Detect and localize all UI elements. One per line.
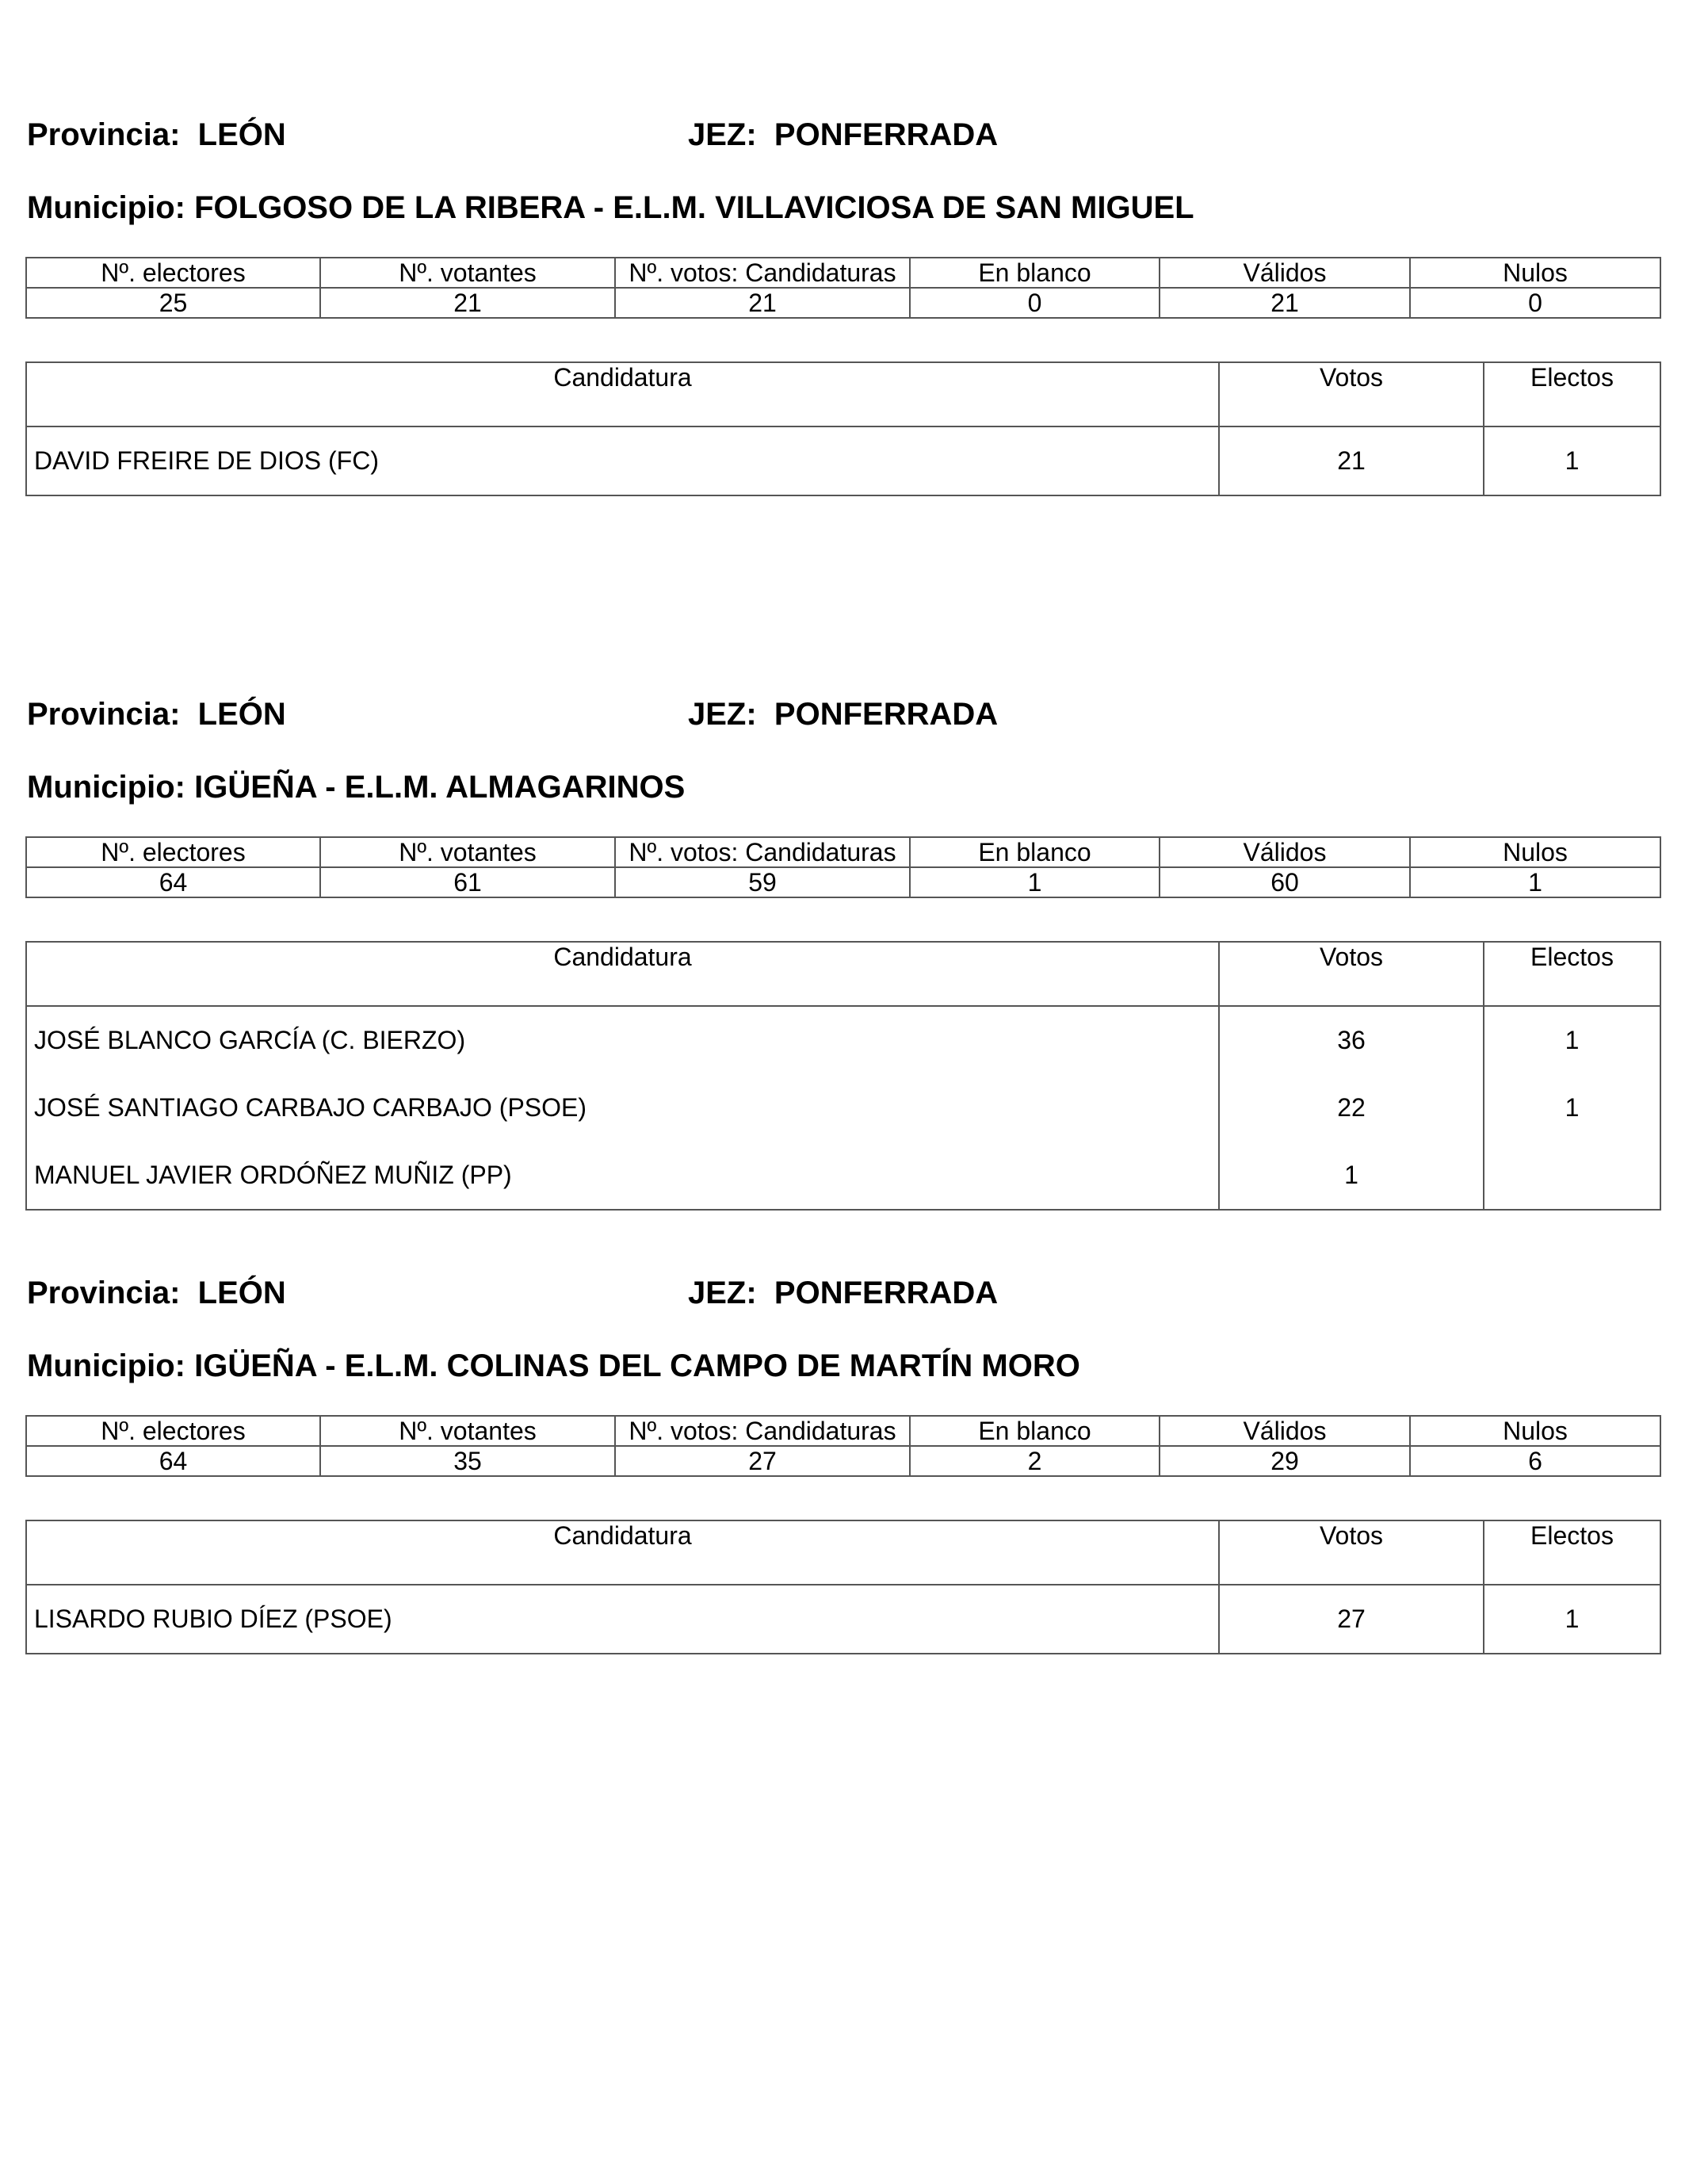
provincia-value: LEÓN xyxy=(197,117,286,152)
electos-header: Electos xyxy=(1484,362,1660,426)
votos-header: Votos xyxy=(1219,1520,1484,1585)
stats-value: 27 xyxy=(615,1446,910,1476)
provincia-label: Provincia: xyxy=(27,1276,181,1310)
candidate-electos: 1 xyxy=(1484,1074,1660,1142)
provincia-line xyxy=(27,697,286,732)
votos-header: Votos xyxy=(1219,942,1484,1006)
candidates-header-row xyxy=(26,362,1660,426)
municipio-line xyxy=(27,190,1194,226)
stats-table xyxy=(25,836,1661,898)
provincia-line xyxy=(27,117,286,153)
provincia-value: LEÓN xyxy=(197,697,286,732)
jez-value: PONFERRADA xyxy=(774,697,999,732)
municipio-line xyxy=(27,1348,1080,1384)
stats-value: 6 xyxy=(1410,1446,1660,1476)
stats-header: Nº. electores xyxy=(26,1416,320,1446)
stats-header: Nulos xyxy=(1410,837,1660,867)
jez-value: PONFERRADA xyxy=(774,117,999,152)
stats-header-row xyxy=(26,258,1660,288)
candidate-votos: 27 xyxy=(1219,1585,1484,1654)
stats-header: Válidos xyxy=(1160,837,1410,867)
provincia-label: Provincia: xyxy=(27,117,181,152)
jez-label: JEZ: xyxy=(688,117,757,152)
stats-header: Nº. votos: Candidaturas xyxy=(615,1416,910,1446)
stats-header: Válidos xyxy=(1160,1416,1410,1446)
municipio-section-3 xyxy=(25,1269,1660,1633)
stats-table xyxy=(25,257,1661,319)
stats-header: Nulos xyxy=(1410,258,1660,288)
stats-header: Nº. electores xyxy=(26,837,320,867)
stats-value: 25 xyxy=(26,288,320,318)
electos-header: Electos xyxy=(1484,942,1660,1006)
table-row xyxy=(26,426,1660,495)
stats-value-row xyxy=(26,288,1660,318)
stats-header: Nº. votos: Candidaturas xyxy=(615,837,910,867)
stats-value: 2 xyxy=(910,1446,1160,1476)
stats-value: 59 xyxy=(615,867,910,897)
stats-value-row xyxy=(26,1446,1660,1476)
stats-value: 0 xyxy=(1410,288,1660,318)
table-row xyxy=(26,1074,1660,1142)
candidate-name: JOSÉ SANTIAGO CARBAJO CARBAJO (PSOE) xyxy=(26,1074,1219,1142)
stats-value: 21 xyxy=(615,288,910,318)
stats-value: 60 xyxy=(1160,867,1410,897)
candidate-votos: 36 xyxy=(1219,1006,1484,1074)
stats-value: 35 xyxy=(320,1446,615,1476)
stats-header: En blanco xyxy=(910,837,1160,867)
candidate-name: DAVID FREIRE DE DIOS (FC) xyxy=(26,426,1219,495)
candidates-table xyxy=(25,941,1661,1211)
candidate-electos xyxy=(1484,1142,1660,1210)
stats-header: Nº. votantes xyxy=(320,258,615,288)
table-row xyxy=(26,1006,1660,1074)
municipio-label: Municipio: xyxy=(27,1348,185,1383)
stats-value: 1 xyxy=(910,867,1160,897)
jez-line xyxy=(688,117,998,153)
municipio-value: IGÜEÑA - E.L.M. COLINAS DEL CAMPO DE MARTÍN MORO xyxy=(194,1348,1080,1383)
section-header xyxy=(25,1269,1660,1317)
candidatura-header: Candidatura xyxy=(26,362,1219,426)
candidate-votos: 21 xyxy=(1219,426,1484,495)
candidatura-header: Candidatura xyxy=(26,1520,1219,1585)
stats-value: 0 xyxy=(910,288,1160,318)
jez-line xyxy=(688,697,998,732)
table-row xyxy=(26,1585,1660,1654)
municipio-label: Municipio: xyxy=(27,190,185,225)
provincia-line xyxy=(27,1276,286,1311)
jez-value: PONFERRADA xyxy=(774,1276,999,1310)
candidate-electos: 1 xyxy=(1484,426,1660,495)
candidates-table xyxy=(25,361,1661,496)
municipio-section-2 xyxy=(25,690,1660,1189)
stats-header: En blanco xyxy=(910,258,1160,288)
stats-header: Nulos xyxy=(1410,1416,1660,1446)
stats-value: 21 xyxy=(1160,288,1410,318)
stats-header: En blanco xyxy=(910,1416,1160,1446)
section-header xyxy=(25,111,1660,159)
municipio-section-1 xyxy=(25,111,1660,475)
stats-value: 61 xyxy=(320,867,615,897)
candidates-header-row xyxy=(26,1520,1660,1585)
candidate-votos: 22 xyxy=(1219,1074,1484,1142)
provincia-value: LEÓN xyxy=(197,1276,286,1310)
candidates-table xyxy=(25,1520,1661,1654)
candidate-name: MANUEL JAVIER ORDÓÑEZ MUÑIZ (PP) xyxy=(26,1142,1219,1210)
table-row xyxy=(26,1142,1660,1210)
candidate-electos: 1 xyxy=(1484,1006,1660,1074)
stats-value: 64 xyxy=(26,867,320,897)
candidate-name: JOSÉ BLANCO GARCÍA (C. BIERZO) xyxy=(26,1006,1219,1074)
municipio-label: Municipio: xyxy=(27,770,185,805)
stats-header: Nº. votos: Candidaturas xyxy=(615,258,910,288)
section-header xyxy=(25,690,1660,738)
jez-label: JEZ: xyxy=(688,1276,757,1310)
municipio-value: IGÜEÑA - E.L.M. ALMAGARINOS xyxy=(194,770,686,805)
provincia-label: Provincia: xyxy=(27,697,181,732)
jez-line xyxy=(688,1276,998,1311)
municipio-value: FOLGOSO DE LA RIBERA - E.L.M. VILLAVICIOSA DE SAN MIGUEL xyxy=(194,190,1194,225)
candidatura-header: Candidatura xyxy=(26,942,1219,1006)
stats-header: Nº. votantes xyxy=(320,837,615,867)
candidate-votos: 1 xyxy=(1219,1142,1484,1210)
electos-header: Electos xyxy=(1484,1520,1660,1585)
stats-header-row xyxy=(26,837,1660,867)
candidates-header-row xyxy=(26,942,1660,1006)
stats-header: Nº. votantes xyxy=(320,1416,615,1446)
stats-value: 64 xyxy=(26,1446,320,1476)
votos-header: Votos xyxy=(1219,362,1484,426)
stats-header: Nº. electores xyxy=(26,258,320,288)
stats-header: Válidos xyxy=(1160,258,1410,288)
stats-value: 1 xyxy=(1410,867,1660,897)
candidate-name: LISARDO RUBIO DÍEZ (PSOE) xyxy=(26,1585,1219,1654)
candidate-electos: 1 xyxy=(1484,1585,1660,1654)
stats-table xyxy=(25,1415,1661,1477)
municipio-line xyxy=(27,770,685,805)
stats-value: 29 xyxy=(1160,1446,1410,1476)
stats-header-row xyxy=(26,1416,1660,1446)
stats-value: 21 xyxy=(320,288,615,318)
jez-label: JEZ: xyxy=(688,697,757,732)
stats-value-row xyxy=(26,867,1660,897)
